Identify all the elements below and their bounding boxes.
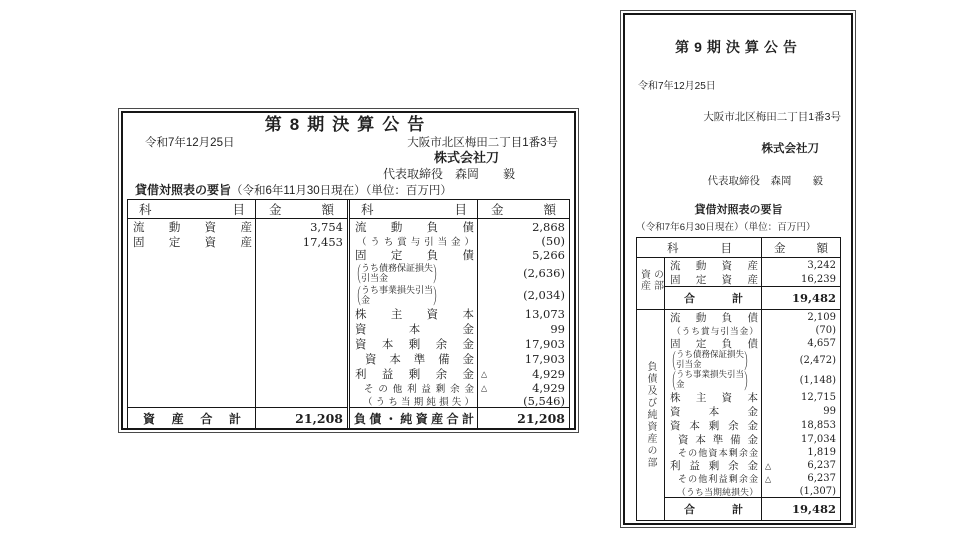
liabilities-half <box>347 200 569 428</box>
row-amount-value: (50) <box>541 233 565 248</box>
row-amount-value: 17,453 <box>302 234 343 249</box>
bs9-groups <box>637 258 840 520</box>
report-8-address: 大阪市北区梅田二丁目1番3号 <box>407 137 558 149</box>
row-amount <box>478 288 569 302</box>
close-paren: ） <box>433 262 443 286</box>
liabilities-rows <box>350 219 569 407</box>
row-label: 固定資産 <box>670 273 758 286</box>
group-total-value: 19,482 <box>791 291 836 305</box>
assets-total-label: 資産合計 <box>143 411 241 426</box>
row-amount-value: 6,237 <box>807 460 836 471</box>
liabilities-header-item: 科目 <box>361 203 467 217</box>
row-amount <box>478 322 569 336</box>
report-8-date: 令和7年12月25日 <box>145 137 235 149</box>
row-amount <box>478 394 569 408</box>
report-9-subject: 貸借対照表の要旨 <box>694 204 783 216</box>
row-label: 利益剰余金 <box>355 368 474 381</box>
report-8-subject: 貸借対照表の要旨 <box>135 183 232 197</box>
row-amount <box>478 248 569 262</box>
row-amount-value: 17,034 <box>801 433 836 445</box>
row-label <box>350 262 478 286</box>
row-amount <box>478 337 569 351</box>
row-label-line: うち債務保証損失 <box>361 262 434 273</box>
table-row <box>350 336 569 351</box>
row-amount-value: 13,073 <box>524 306 565 321</box>
row-amount-value: 4,657 <box>807 337 836 349</box>
row-amount-value: 16,239 <box>801 273 836 285</box>
row-amount-value: 3,754 <box>310 219 343 234</box>
row-amount <box>762 338 840 349</box>
row-amount <box>762 392 840 403</box>
row-label-lines <box>361 263 433 283</box>
table-row <box>350 219 569 234</box>
row-amount-value: (2,636) <box>523 266 565 280</box>
row-label <box>350 284 478 308</box>
row-amount <box>762 406 840 417</box>
row-label: 利益剰余金 <box>670 460 758 472</box>
liabilities-total-label: 負債・純資産合計 <box>354 411 474 426</box>
table-row <box>665 485 840 497</box>
open-paren: （ <box>667 369 677 393</box>
negative-triangle-mark: △ <box>765 474 772 484</box>
group-label: 資産の部 <box>638 268 663 291</box>
row-label: 流動資産 <box>133 221 252 234</box>
row-amount-value: 18,853 <box>801 419 836 431</box>
liabilities-total-value: 21,208 <box>517 410 565 426</box>
row-label: その他資本剰余金 <box>678 447 758 458</box>
table-row <box>665 473 840 486</box>
table-row <box>665 369 840 393</box>
row-amount-value: 99 <box>823 405 836 417</box>
close-paren: ） <box>433 284 443 308</box>
row-label <box>665 369 762 393</box>
open-paren: （ <box>667 349 677 373</box>
assets-rows <box>128 219 347 407</box>
row-amount <box>762 460 840 471</box>
group-total-label: 合計 <box>684 504 743 516</box>
table-row <box>665 258 840 272</box>
row-amount-value: 12,715 <box>801 391 836 403</box>
row-amount-value: 5,266 <box>532 247 565 262</box>
row-amount-value: 3,242 <box>807 259 836 271</box>
table-row <box>665 404 840 418</box>
report-9-address: 大阪市北区梅田二丁目1番3号 <box>703 111 841 123</box>
report-9-company: 株式会社刀 <box>761 143 819 155</box>
group-total-value: 19,482 <box>791 502 836 516</box>
row-label-lines <box>676 350 744 369</box>
row-amount-value: 4,929 <box>532 380 565 395</box>
row-label: 資本準備金 <box>365 353 474 366</box>
row-label-lines <box>361 285 433 305</box>
report-9-panel <box>620 10 856 528</box>
row-label: 資本準備金 <box>678 433 758 446</box>
row-label-line: 金 <box>361 295 371 305</box>
liabilities-header-row <box>350 200 569 219</box>
row-label: （うち賞与引当金） <box>672 325 758 336</box>
row-amount-value: 17,903 <box>524 336 565 351</box>
report-8-dateline <box>126 134 571 150</box>
table-row <box>350 321 569 336</box>
row-amount-value: (5,546) <box>523 393 565 407</box>
row-label: 資本金 <box>355 323 474 336</box>
group-total-label: 合計 <box>684 293 743 305</box>
row-label: 株主資本 <box>355 308 474 321</box>
report-9-title: 第9期決算公告 <box>675 39 802 55</box>
assets-header-row <box>128 200 347 219</box>
table-row <box>665 324 840 336</box>
balance-sheet-8 <box>127 199 570 429</box>
report-9-date: 令和7年12月25日 <box>638 81 716 92</box>
group-body <box>665 310 840 520</box>
row-label: 固定負債 <box>670 337 758 350</box>
row-amount-value: 2,109 <box>807 311 836 323</box>
report-8-subject-line <box>126 182 571 199</box>
report-8-panel <box>118 108 579 433</box>
report-9-subject-note: （令和7年6月30日現在）（単位：百万円） <box>636 222 816 233</box>
table-row <box>128 234 347 249</box>
table-row <box>350 284 569 306</box>
row-amount <box>478 234 569 248</box>
row-amount <box>478 381 569 395</box>
row-label: 流動負債 <box>355 221 474 234</box>
bs9-header-amount: 金額 <box>774 242 828 255</box>
row-amount <box>762 355 840 366</box>
group-label-cell <box>637 258 665 309</box>
row-amount-value: 17,903 <box>524 351 565 366</box>
table-row <box>350 247 569 262</box>
group-total-row <box>665 497 840 520</box>
negative-triangle-mark: △ <box>481 383 488 392</box>
row-amount <box>762 473 840 484</box>
row-label-line: うち債務保証損失 <box>676 349 745 360</box>
table-row <box>665 459 840 473</box>
report-9-frame <box>623 13 853 525</box>
row-label: 流動資産 <box>670 259 758 272</box>
assets-group <box>637 258 840 309</box>
table-row <box>665 310 840 324</box>
bs9-header-item: 科目 <box>667 242 732 255</box>
table-row <box>665 432 840 446</box>
assets-half <box>128 200 347 428</box>
row-label-line: 引当金 <box>361 273 389 283</box>
row-label-line: うち事業損失引当 <box>676 369 745 380</box>
assets-total-row <box>128 407 347 428</box>
close-paren: ） <box>744 369 754 393</box>
row-label: 資本剰余金 <box>670 419 758 432</box>
row-amount <box>478 352 569 366</box>
assets-total-value: 21,208 <box>295 410 343 426</box>
report-8-company: 株式会社刀 <box>433 150 499 165</box>
row-amount <box>478 266 569 280</box>
row-label: 固定資産 <box>133 236 252 249</box>
row-amount <box>762 420 840 431</box>
row-amount <box>256 220 347 234</box>
row-label-line: 引当金 <box>676 359 702 369</box>
row-label: 固定負債 <box>355 249 474 262</box>
row-amount <box>762 274 840 285</box>
liabilities-total-row <box>350 407 569 428</box>
bs9-header-row <box>637 238 840 258</box>
open-paren: （ <box>352 284 362 308</box>
row-label: （うち当期純損失） <box>363 396 474 407</box>
row-amount <box>762 447 840 458</box>
row-amount-value: (1,307) <box>799 485 836 497</box>
row-amount <box>762 375 840 386</box>
row-amount-value: 4,929 <box>532 366 565 381</box>
row-amount <box>478 307 569 321</box>
open-paren: （ <box>352 262 362 286</box>
table-row <box>350 306 569 321</box>
group-label-cell <box>637 310 665 520</box>
row-amount <box>478 367 569 381</box>
row-label: 資本金 <box>670 405 758 418</box>
table-row <box>665 272 840 286</box>
row-label-lines <box>676 370 744 389</box>
row-label: その他利益剰余金 <box>678 474 758 485</box>
table-row <box>665 418 840 432</box>
report-8-subject-note: （令和6年11月30日現在）（単位：百万円） <box>231 185 452 197</box>
close-paren: ） <box>744 349 754 373</box>
row-amount <box>762 434 840 445</box>
row-amount <box>256 235 347 249</box>
group-rows <box>665 310 840 497</box>
assets-header-amount: 金額 <box>269 203 334 217</box>
report-8-officer: 代表取締役 森岡 毅 <box>382 167 515 181</box>
row-amount-value: 6,237 <box>807 473 836 485</box>
row-label: 株主資本 <box>670 391 758 404</box>
table-row <box>350 351 569 366</box>
row-amount-value: 1,819 <box>807 446 836 458</box>
row-label: 流動負債 <box>670 311 758 324</box>
table-row <box>350 394 569 407</box>
row-amount-value: (70) <box>815 324 836 336</box>
report-9-officer: 代表取締役 森岡 毅 <box>707 175 823 187</box>
table-row <box>665 446 840 459</box>
row-amount-value: (2,034) <box>523 288 565 302</box>
group-label: 負債及び純資産の部 <box>645 361 656 469</box>
row-label: その他利益剰余金 <box>364 383 474 395</box>
row-amount-value: 2,868 <box>532 219 565 234</box>
report-8-title: 第8期決算公告 <box>264 115 433 134</box>
row-label: （うち当期純損失） <box>677 486 758 497</box>
table-row <box>350 262 569 284</box>
assets-header-item: 科目 <box>139 203 245 217</box>
table-row <box>350 366 569 381</box>
table-row <box>128 219 347 234</box>
row-label: （うち賞与引当金） <box>357 236 474 248</box>
row-label: 資本剰余金 <box>355 338 474 351</box>
row-amount <box>762 486 840 497</box>
row-amount <box>762 260 840 271</box>
row-amount <box>762 312 840 323</box>
table-row <box>350 234 569 247</box>
row-label-line: うち事業損失引当 <box>361 284 434 295</box>
negative-triangle-mark: △ <box>481 369 488 378</box>
row-amount-value: 99 <box>550 321 565 336</box>
liabilities-net-assets-group <box>637 309 840 520</box>
negative-triangle-mark: △ <box>765 461 772 470</box>
liabilities-header-amount: 金額 <box>491 203 556 217</box>
row-amount <box>478 220 569 234</box>
row-amount-value: (2,472) <box>799 354 836 366</box>
row-amount-value: (1,148) <box>799 374 836 386</box>
row-label-line: 金 <box>676 379 685 389</box>
group-body <box>665 258 840 309</box>
balance-sheet-9 <box>636 237 841 521</box>
table-row <box>350 381 569 394</box>
row-amount <box>762 325 840 336</box>
group-total-row <box>665 286 840 309</box>
report-8-frame <box>121 111 576 430</box>
group-rows <box>665 258 840 286</box>
